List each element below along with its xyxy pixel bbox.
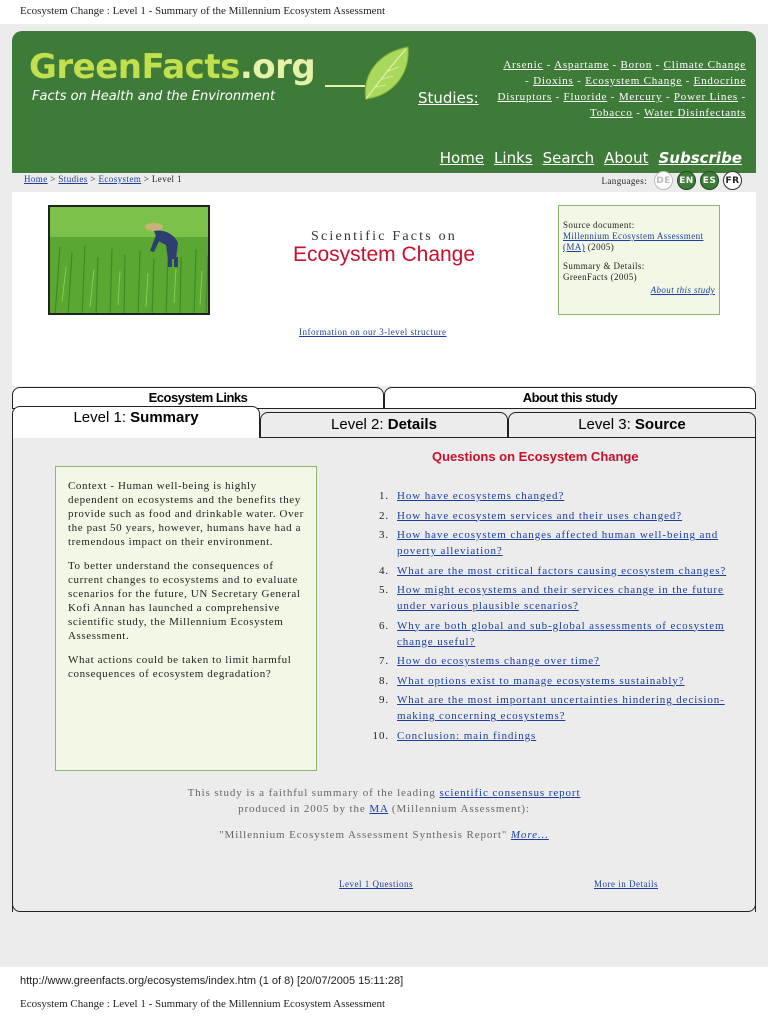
tab-level-1-summary[interactable]: [12, 406, 260, 438]
consensus-report-link[interactable]: scientific consensus report: [439, 787, 581, 799]
context-paragraph: Context - Human well-being is highly dependent on ecosystems and the benefits they provide such as food and drinkable water. Over the past 50 years, however, humans have had a tremendous impact on their environment.: [68, 480, 304, 548]
study-link-boron[interactable]: Boron: [620, 59, 653, 71]
question-item: [364, 582, 744, 614]
summary-text-part: This study is a faithful summary of the leading: [187, 787, 436, 799]
site-banner: [12, 31, 756, 171]
study-summary-text: [12, 785, 756, 817]
logo-suffix: .org: [239, 47, 316, 87]
breadcrumb-separator: >: [143, 174, 150, 184]
question-link[interactable]: Conclusion: main findings: [397, 729, 537, 742]
question-link[interactable]: How have ecosystem changes affected human well-being and poverty alleviation?: [397, 529, 719, 557]
summary-text-part: produced in 2005 by the: [238, 803, 366, 815]
question-item: [364, 728, 744, 744]
question-item: [364, 563, 744, 579]
question-link[interactable]: What are the most important uncertainties hindering decision-making concerning ecosystems?: [397, 694, 725, 722]
more-link[interactable]: More...: [510, 829, 549, 841]
languages-label: Languages:: [601, 175, 647, 186]
nav-about[interactable]: About: [604, 149, 649, 167]
summary-details-label: Summary & Details:: [563, 261, 645, 271]
question-item: [364, 508, 744, 524]
source-doc-year: (2005): [587, 242, 615, 252]
print-footer-url: http://www.greenfacts.org/ecosystems/index.htm (1 of 8) [20/07/2005 15:11:28]: [20, 975, 404, 987]
breadcrumb: [24, 174, 182, 184]
question-item: [364, 527, 744, 559]
language-selector: [602, 171, 742, 190]
question-number: 5.: [378, 584, 389, 596]
context-box: [55, 466, 317, 771]
study-link-endocrine-disruptors[interactable]: Endocrine Disruptors: [497, 75, 746, 103]
study-link-climate-change[interactable]: Climate Change: [663, 59, 746, 71]
studies-label[interactable]: Studies:: [418, 89, 479, 107]
question-number: 1.: [378, 490, 389, 502]
study-link-power-lines[interactable]: Power Lines: [673, 91, 738, 103]
tab-level-3-source[interactable]: [508, 412, 756, 438]
logo-main: GreenFacts: [29, 47, 240, 87]
page-title: Ecosystem Change: [292, 243, 476, 266]
language-es-button[interactable]: ES: [700, 171, 719, 190]
rice-field-photo: [48, 205, 210, 315]
question-link[interactable]: Why are both global and sub-global assessments of ecosystem change useful?: [397, 619, 725, 648]
question-link[interactable]: How have ecosystems changed?: [397, 490, 565, 502]
source-doc-link[interactable]: Millennium Ecosystem Assessment (MA): [563, 231, 704, 252]
study-link-tobacco[interactable]: Tobacco: [589, 107, 633, 119]
question-number: 9.: [378, 694, 389, 706]
tab-level-2-details[interactable]: [260, 412, 508, 438]
tab-level-prefix: Level 2:: [331, 416, 384, 433]
main-nav: [440, 149, 742, 167]
about-study-link[interactable]: About this study: [650, 285, 715, 295]
question-number: 10.: [372, 729, 389, 742]
question-item: [364, 488, 744, 504]
level-1-questions-link[interactable]: Level 1 Questions: [339, 879, 413, 889]
question-link[interactable]: What are the most critical factors causing ecosystem changes?: [397, 564, 727, 577]
tab-level-prefix: Level 3:: [578, 416, 631, 433]
question-number: 3.: [378, 529, 389, 541]
question-number: 2.: [378, 509, 389, 522]
tab-ecosystem-links[interactable]: Ecosystem Links: [12, 387, 384, 409]
question-link[interactable]: How might ecosystems and their services change in the future under various plausible scenarios?: [397, 584, 724, 612]
title-panel: [12, 192, 756, 386]
question-number: 8.: [378, 674, 389, 687]
breadcrumb-separator: >: [90, 174, 96, 184]
question-number: 4.: [378, 564, 389, 577]
breadcrumb-current: Level 1: [151, 174, 182, 184]
content-frame-bottom: [12, 898, 756, 912]
synthesis-report-quote: [12, 829, 756, 841]
questions-list: [364, 488, 744, 747]
tab-level-name: Summary: [130, 409, 199, 426]
question-link[interactable]: What options exist to manage ecosystems sustainably?: [397, 674, 685, 687]
study-link-arsenic[interactable]: Arsenic: [503, 59, 544, 71]
summary-text-part: (Millennium Assessment):: [391, 803, 530, 815]
breadcrumb-home[interactable]: Home: [24, 174, 48, 184]
tab-level-prefix: Level 1:: [73, 409, 126, 426]
leaf-icon: [360, 45, 412, 103]
site-tagline: Facts on Health and the Environment: [32, 89, 276, 104]
question-link[interactable]: How have ecosystem services and their uses changed?: [397, 509, 683, 522]
question-item: [364, 692, 744, 724]
nav-home[interactable]: Home: [439, 149, 485, 167]
source-box: [558, 205, 720, 315]
breadcrumb-studies[interactable]: Studies: [58, 174, 88, 184]
tab-level-name: Details: [387, 416, 437, 433]
language-fr-button[interactable]: FR: [723, 171, 742, 190]
language-en-button[interactable]: EN: [677, 171, 696, 190]
breadcrumb-ecosystem[interactable]: Ecosystem: [98, 174, 142, 184]
question-link[interactable]: How do ecosystems change over time?: [397, 655, 600, 667]
breadcrumb-separator: >: [50, 174, 56, 184]
nav-links[interactable]: Links: [494, 149, 533, 167]
site-logo[interactable]: [29, 47, 315, 87]
questions-title: Questions on Ecosystem Change: [432, 449, 639, 464]
study-link-aspartame[interactable]: Aspartame: [554, 59, 609, 71]
question-number: 7.: [378, 655, 389, 667]
studies-list: Arsenic - Aspartame - Boron - Climate Change - Dioxins - Ecosystem Change - Endocrine Disruptors - Fluoride - Mercury - Power Lines - Tobacco - Water Disinfectants: [497, 59, 746, 119]
nav-subscribe[interactable]: Subscribe: [658, 149, 742, 167]
print-footer-title: Ecosystem Change : Level 1 - Summary of the Millennium Ecosystem Assessment: [20, 998, 386, 1010]
three-level-info-link[interactable]: Information on our 3-level structure: [299, 327, 447, 337]
more-in-details-link[interactable]: More in Details: [594, 879, 658, 889]
quote-text: "Millennium Ecosystem Assessment Synthesis Report": [219, 829, 508, 841]
language-de-button[interactable]: DE: [654, 171, 673, 190]
study-link-fluoride[interactable]: Fluoride: [563, 91, 608, 103]
tab-about-study[interactable]: About this study: [384, 387, 756, 409]
summary-details-value: GreenFacts (2005): [563, 272, 638, 282]
nav-search[interactable]: Search: [542, 149, 595, 167]
study-link-water-disinfectants[interactable]: Water Disinfectants: [644, 107, 746, 119]
context-paragraph: What actions could be taken to limit harmful consequences of ecosystem degradation?: [68, 654, 292, 680]
question-item: [364, 653, 744, 669]
question-item: [364, 673, 744, 689]
source-doc-label: Source document:: [563, 220, 635, 230]
study-link-mercury[interactable]: Mercury: [618, 91, 663, 103]
study-link-dioxins[interactable]: Dioxins: [533, 75, 574, 87]
tab-level-name: Source: [634, 416, 686, 433]
print-header: Ecosystem Change : Level 1 - Summary of the Millennium Ecosystem Assessment: [20, 5, 386, 17]
context-paragraph: To better understand the consequences of current changes to ecosystems and to evaluate scenarios for the future, UN Secretary General Kofi Annan has launched a comprehensive scientific study, the Millennium Ecosystem Assessment.: [68, 560, 301, 642]
question-number: 6.: [378, 619, 389, 632]
ma-link[interactable]: MA: [369, 803, 389, 815]
logo-underline: [325, 85, 365, 87]
title-kicker: Scientific Facts on: [310, 229, 457, 244]
study-link-ecosystem-change[interactable]: Ecosystem Change: [585, 75, 683, 87]
question-item: [364, 618, 744, 650]
